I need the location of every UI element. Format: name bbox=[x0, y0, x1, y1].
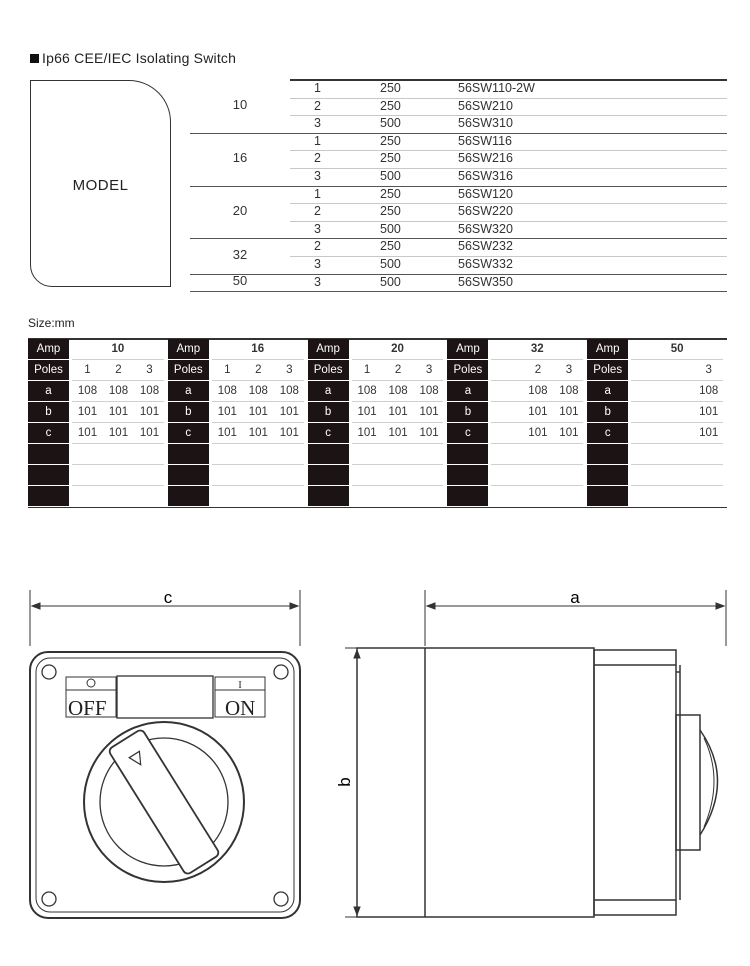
model-poles: 3 bbox=[314, 274, 321, 289]
dimension-b-value: 101 bbox=[77, 406, 98, 418]
switch-dimension-drawing bbox=[0, 570, 750, 966]
model-poles: 1 bbox=[314, 81, 321, 95]
dimension-group bbox=[308, 339, 444, 507]
dimension-poles-value: 1 bbox=[84, 364, 91, 376]
dimension-amp-value: 20 bbox=[391, 343, 404, 355]
model-poles: 3 bbox=[314, 116, 321, 131]
dimension-c-value: 101 bbox=[559, 427, 579, 439]
dimension-row-rule bbox=[631, 485, 723, 486]
model-code: 56SW216 bbox=[458, 151, 513, 166]
dimension-label-c: c bbox=[28, 423, 69, 443]
dimension-c-value: 101 bbox=[419, 427, 439, 439]
model-code: 56SW320 bbox=[458, 221, 513, 236]
dimension-label-poles: Poles bbox=[587, 360, 628, 380]
dimension-poles-value: 1 bbox=[363, 364, 371, 376]
square-bullet-icon bbox=[30, 54, 39, 63]
model-code: 56SW120 bbox=[458, 186, 513, 201]
dimension-label-b: b bbox=[28, 402, 69, 422]
dimension-label-blank bbox=[587, 486, 628, 506]
model-code: 56SW316 bbox=[458, 169, 513, 183]
dimension-poles-value: 3 bbox=[705, 364, 712, 376]
dimension-poles-value: 3 bbox=[425, 364, 433, 376]
model-row bbox=[290, 98, 727, 117]
model-row bbox=[290, 256, 727, 275]
dimension-b-value: 101 bbox=[248, 406, 268, 418]
dimension-a-value: 108 bbox=[419, 385, 439, 397]
dimension-label-poles: Poles bbox=[28, 360, 69, 380]
model-row bbox=[290, 133, 727, 152]
dimension-poles-value: 2 bbox=[255, 364, 262, 376]
model-voltage: 250 bbox=[380, 186, 401, 201]
dimension-label-blank bbox=[587, 444, 628, 464]
dimension-group bbox=[28, 339, 164, 507]
model-row bbox=[290, 150, 727, 169]
dimension-label-a: a bbox=[28, 381, 69, 401]
dimension-a-value bbox=[662, 381, 693, 401]
dimension-label-blank bbox=[28, 444, 69, 464]
front-view bbox=[30, 652, 300, 918]
dimension-label-a: a bbox=[587, 381, 628, 401]
dimension-label-blank bbox=[308, 444, 349, 464]
model-code: 56SW110-2W bbox=[458, 81, 535, 95]
model-label-box bbox=[30, 80, 171, 287]
model-code: 56SW332 bbox=[458, 257, 513, 271]
dimension-b-value: 101 bbox=[279, 406, 299, 418]
dimension-a-value: 108 bbox=[357, 385, 377, 397]
dimension-row-rule bbox=[212, 485, 304, 486]
dimension-a-value bbox=[631, 381, 662, 401]
dimension-a-value: 108 bbox=[248, 385, 268, 397]
dimension-row-rule bbox=[631, 464, 723, 465]
dimension-a-value: 108 bbox=[77, 385, 98, 397]
model-row bbox=[290, 203, 727, 222]
model-code: 56SW220 bbox=[458, 204, 513, 219]
dimension-label-blank bbox=[447, 444, 488, 464]
model-voltage: 250 bbox=[380, 239, 401, 254]
dimension-label-blank bbox=[308, 486, 349, 506]
dimension-label-amp: Amp bbox=[28, 339, 69, 359]
dimension-group bbox=[447, 339, 583, 507]
off-label: OFF bbox=[68, 696, 107, 720]
dimension-row-rule bbox=[212, 464, 304, 465]
model-poles: 2 bbox=[314, 204, 321, 219]
dimension-label-b: b bbox=[168, 402, 209, 422]
dimension-row-rule bbox=[212, 443, 304, 444]
model-voltage: 500 bbox=[380, 257, 401, 271]
dimension-a-label: a bbox=[570, 588, 580, 607]
dimension-label-c: c bbox=[447, 423, 488, 443]
dimension-poles-value bbox=[631, 360, 662, 380]
model-poles: 1 bbox=[314, 133, 321, 148]
title-text: Ip66 CEE/IEC Isolating Switch bbox=[42, 50, 237, 66]
on-symbol: I bbox=[238, 680, 242, 691]
dimension-label-poles: Poles bbox=[308, 360, 349, 380]
dimension-row-rule bbox=[491, 485, 583, 486]
dimension-a-value: 108 bbox=[528, 385, 548, 397]
model-amp: 32 bbox=[232, 247, 248, 262]
model-voltage: 250 bbox=[380, 151, 401, 166]
dimension-a-value: 108 bbox=[279, 385, 299, 397]
dimension-c-value: 101 bbox=[528, 427, 548, 439]
dimension-amp-value: 10 bbox=[111, 343, 125, 355]
dimension-group bbox=[587, 339, 723, 507]
dimension-poles-value bbox=[491, 360, 522, 380]
dimension-label-amp: Amp bbox=[308, 339, 349, 359]
model-voltage: 500 bbox=[380, 169, 401, 183]
model-poles: 1 bbox=[314, 186, 321, 201]
model-voltage: 250 bbox=[380, 133, 401, 148]
model-row bbox=[290, 186, 727, 205]
model-amp: 16 bbox=[232, 150, 248, 166]
model-poles: 2 bbox=[314, 239, 321, 254]
model-poles: 3 bbox=[314, 169, 321, 183]
dimension-label-poles: Poles bbox=[447, 360, 488, 380]
dimension-poles-value: 1 bbox=[224, 364, 231, 376]
model-row bbox=[290, 168, 727, 187]
dimension-c-value: 101 bbox=[108, 427, 129, 439]
dimension-c-value: 101 bbox=[699, 427, 719, 439]
dimension-row-rule bbox=[491, 443, 583, 444]
dimension-poles-value: 2 bbox=[394, 364, 402, 376]
dimension-label-a: a bbox=[447, 381, 488, 401]
size-label: Size:mm bbox=[28, 316, 75, 330]
dimension-group bbox=[168, 339, 304, 507]
dimension-label-blank bbox=[447, 465, 488, 485]
dimension-label-c: c bbox=[308, 423, 349, 443]
dimension-label-c: c bbox=[168, 423, 209, 443]
model-row bbox=[290, 115, 727, 134]
dimension-label-a: a bbox=[168, 381, 209, 401]
model-code: 56SW116 bbox=[458, 133, 512, 148]
dimension-c-value: 101 bbox=[77, 427, 98, 439]
dimension-label-b: b bbox=[447, 402, 488, 422]
dimension-label-b: b bbox=[587, 402, 628, 422]
dimension-c-value: 101 bbox=[217, 427, 237, 439]
model-amp: 10 bbox=[232, 97, 248, 113]
dimension-poles-value bbox=[662, 360, 693, 380]
dimension-c-value: 101 bbox=[388, 427, 408, 439]
dimension-b-value: 101 bbox=[699, 406, 719, 418]
dimension-row-rule bbox=[352, 443, 444, 444]
dimension-b-value: 101 bbox=[357, 406, 377, 418]
dimension-b-value: 101 bbox=[559, 406, 579, 418]
dimension-b-value: 101 bbox=[419, 406, 439, 418]
model-voltage: 250 bbox=[380, 98, 401, 113]
model-group-rule bbox=[190, 291, 727, 292]
dimension-c-value bbox=[491, 423, 522, 443]
model-row bbox=[290, 221, 727, 240]
model-code: 56SW350 bbox=[458, 274, 513, 289]
dimension-b-value: 101 bbox=[139, 406, 160, 418]
dimension-c-value bbox=[662, 423, 693, 443]
dimension-row-rule bbox=[631, 443, 723, 444]
model-voltage: 250 bbox=[380, 204, 401, 219]
model-voltage: 500 bbox=[380, 274, 401, 289]
dimension-poles-value: 3 bbox=[146, 364, 153, 376]
model-row bbox=[290, 238, 727, 257]
dimension-poles-value: 2 bbox=[115, 364, 122, 376]
dimension-row-rule bbox=[72, 485, 164, 486]
dimension-b-label: b bbox=[335, 777, 354, 787]
model-row bbox=[290, 80, 727, 99]
dimension-b-value bbox=[662, 402, 693, 422]
model-amp: 20 bbox=[232, 203, 248, 218]
dimension-poles-value: 2 bbox=[534, 364, 542, 376]
dimension-c-label: c bbox=[163, 588, 173, 607]
dimension-label-c: c bbox=[587, 423, 628, 443]
dimension-b-value bbox=[631, 402, 662, 422]
model-voltage: 500 bbox=[380, 221, 401, 236]
model-row bbox=[290, 274, 727, 293]
model-label: MODEL bbox=[72, 177, 129, 194]
side-view bbox=[357, 648, 718, 917]
model-poles: 2 bbox=[314, 151, 321, 166]
dimension-label-blank bbox=[308, 465, 349, 485]
dimension-row-rule bbox=[352, 485, 444, 486]
model-voltage: 500 bbox=[380, 116, 401, 131]
dimension-a-value: 108 bbox=[139, 385, 160, 397]
on-label: ON bbox=[225, 696, 256, 720]
dimension-amp-value: 50 bbox=[670, 343, 684, 355]
dimension-label-a: a bbox=[308, 381, 349, 401]
dimension-b-value: 101 bbox=[217, 406, 237, 418]
dimension-label-blank bbox=[447, 486, 488, 506]
dimension-row-rule bbox=[72, 464, 164, 465]
model-code: 56SW232 bbox=[458, 239, 513, 254]
dimension-label-amp: Amp bbox=[447, 339, 488, 359]
dimension-poles-value: 3 bbox=[286, 364, 293, 376]
dimension-b-value: 101 bbox=[108, 406, 129, 418]
dimension-c-value: 101 bbox=[357, 427, 377, 439]
dimension-label-blank bbox=[28, 486, 69, 506]
model-voltage: 250 bbox=[380, 81, 401, 95]
model-code: 56SW210 bbox=[458, 98, 513, 113]
dimension-row-rule bbox=[491, 464, 583, 465]
dimension-a-value bbox=[491, 381, 522, 401]
dimension-amp-value: 32 bbox=[530, 343, 544, 355]
dimension-label-b: b bbox=[308, 402, 349, 422]
dimension-table bbox=[28, 338, 727, 508]
dimension-c-value: 101 bbox=[248, 427, 268, 439]
dimension-a-value: 108 bbox=[699, 385, 719, 397]
dimension-label-blank bbox=[168, 465, 209, 485]
dimension-b-value: 101 bbox=[528, 406, 548, 418]
dimension-c-value: 101 bbox=[139, 427, 160, 439]
dimension-a-value: 108 bbox=[559, 385, 579, 397]
page-title bbox=[30, 50, 236, 66]
dimension-a-value: 108 bbox=[217, 385, 237, 397]
model-poles: 3 bbox=[314, 221, 321, 236]
dimension-a-value: 108 bbox=[388, 385, 408, 397]
dimension-poles-value: 3 bbox=[565, 364, 573, 376]
model-code: 56SW310 bbox=[458, 116, 513, 131]
dimension-b-value bbox=[491, 402, 522, 422]
dimension-row-rule bbox=[352, 464, 444, 465]
dimension-label-blank bbox=[587, 465, 628, 485]
dimension-label-blank bbox=[168, 486, 209, 506]
dimension-b-value: 101 bbox=[388, 406, 408, 418]
dimension-row-rule bbox=[72, 443, 164, 444]
dimension-label-blank bbox=[168, 444, 209, 464]
dimension-c-value: 101 bbox=[279, 427, 299, 439]
dimension-amp-value: 16 bbox=[251, 343, 265, 355]
dimension-c-value bbox=[631, 423, 662, 443]
dimension-label-blank bbox=[28, 465, 69, 485]
dimension-label-poles: Poles bbox=[168, 360, 209, 380]
model-poles: 3 bbox=[314, 257, 321, 271]
dimension-label-amp: Amp bbox=[587, 339, 628, 359]
dimension-label-amp: Amp bbox=[168, 339, 209, 359]
dimension-a-value: 108 bbox=[108, 385, 129, 397]
model-amp: 50 bbox=[232, 273, 248, 289]
model-poles: 2 bbox=[314, 98, 321, 113]
